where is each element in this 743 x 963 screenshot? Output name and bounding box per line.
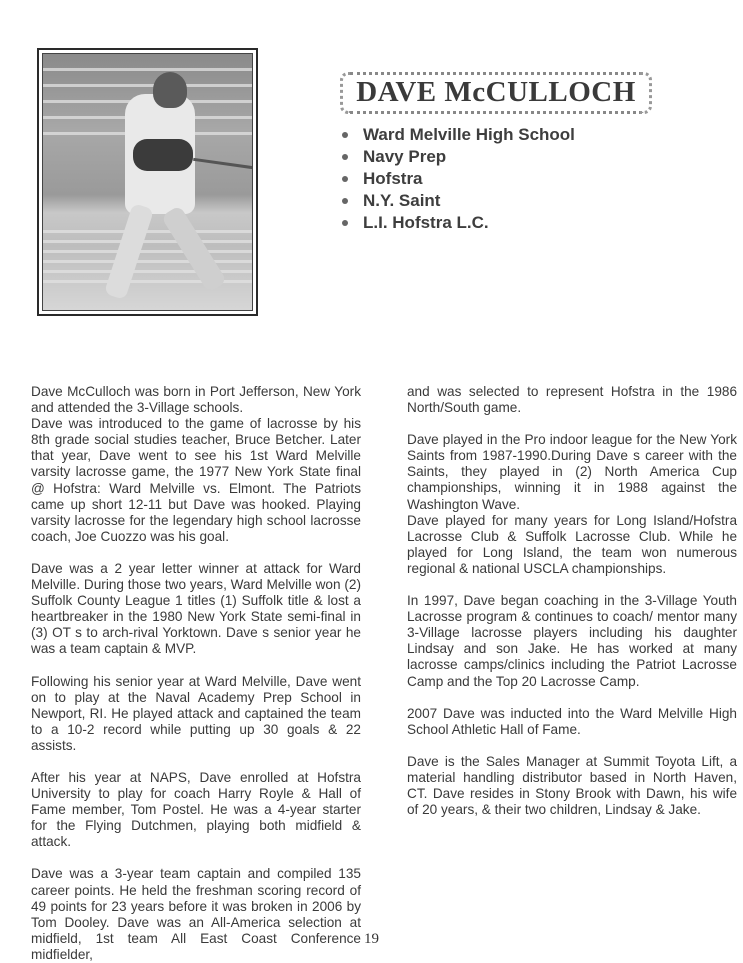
bullet-icon (342, 176, 348, 182)
helmet-shape (153, 72, 187, 108)
list-item (340, 146, 575, 168)
bio-paragraph: Dave played for many years for Long Island/Hofstra Lacrosse Club & Suffolk Lacrosse Club. While he played for Long Island, the team won numerous regional & national USCLA championships. (407, 512, 737, 576)
affiliation-label: Ward Melville High School (363, 125, 575, 144)
list-item (340, 190, 575, 212)
name-banner (340, 70, 652, 116)
bullet-icon (342, 220, 348, 226)
bio-paragraph: Dave was a 2 year letter winner at attack for Ward Melville. During those two years, Ward Melville won (2) Suffolk County League 1 titles (1) Suffolk title & lost a heartbreaker in the 1980 New York State semi-final in (3) OT s to arch-rival Yorktown. Dave s senior year he was a team captain & MVP. (31, 560, 361, 657)
bio-paragraph: After his year at NAPS, Dave enrolled at Hofstra University to play for coach Harry Royle & Hall of Fame member, Tom Postel. He was a 4-year starter for the Flying Dutchmen, playing both midfield & attack. (31, 769, 361, 850)
bio-paragraph: Dave played in the Pro indoor league for the New York Saints from 1987-1990.During Dave s career with the Saints, they played in (2) North America Cup championships, winning it in 1988 against the Washington Wave. (407, 432, 737, 512)
page-number: 19 (364, 931, 379, 947)
affiliation-list (340, 124, 575, 234)
bio-paragraph: Dave was introduced to the game of lacrosse by his 8th grade social studies teacher, Bruce Betcher. Later that year, Dave went to see his 1st Ward Melville varsity lacrosse game, the 1977 New York State final @ Hofstra: Ward Melville vs. Elmont. The Patriots came up short 12-11 but Dave was hooked. Playing varsity lacrosse for the legendary high school lacrosse coach, Joe Cuozzo was his goal. (31, 416, 361, 544)
bio-paragraph: Dave is the Sales Manager at Summit Toyota Lift, a material handling distributor based in North Haven, CT. Dave resides in Stony Brook with Dawn, his wife of 20 years, & their two children, Lindsay & Jake. (407, 753, 737, 818)
list-item (340, 212, 575, 234)
lacrosse-stick-shape (193, 158, 253, 169)
bullet-icon (342, 154, 348, 160)
bio-paragraph: and was selected to represent Hofstra in the 1986 North/South game. (407, 384, 737, 416)
list-item (340, 124, 575, 146)
affiliation-label: N.Y. Saint (363, 191, 441, 210)
bio-paragraph: Dave was a 3-year team captain and compiled 135 career points. He held the freshman scoring record of 49 points for 23 years before it was broken in 2006 by Tom Dooley. Dave was an All-America selection at midfield, 1st team All East Coast Conference midfielder, (31, 866, 361, 962)
bio-paragraph: 2007 Dave was inducted into the Ward Melville High School Athletic Hall of Fame. (407, 705, 737, 737)
list-item (340, 168, 575, 190)
bio-left-column (31, 384, 361, 963)
bio-paragraph: In 1997, Dave began coaching in the 3-Village Youth Lacrosse program & continues to coach/ mentor many 3-Village lacrosse players including his daughter Lindsay and son Jake. He has worked at many lacrosse camps/clinics including the Patriot Lacrosse Camp and the Top 20 Lacrosse Camp. (407, 593, 737, 689)
bio-paragraph: Following his senior year at Ward Melville, Dave went on to play at the Naval Academy Prep School in Newport, RI. He played attack and captained the team to a 10-2 record while putting up 30 goals & 22 assists. (31, 673, 361, 753)
player-photo (37, 48, 258, 316)
affiliation-label: Navy Prep (363, 147, 447, 166)
gloves-shape (133, 139, 193, 171)
affiliation-label: Hofstra (363, 169, 423, 188)
bio-paragraph: Dave McCulloch was born in Port Jefferson, New York and attended the 3-Village schools. (31, 384, 361, 416)
affiliation-label: L.I. Hofstra L.C. (363, 213, 489, 232)
bio-right-column (407, 384, 737, 818)
bullet-icon (342, 198, 348, 204)
bullet-icon (342, 132, 348, 138)
page-title: DAVE McCULLOCH (356, 76, 636, 108)
photo-image (42, 53, 253, 311)
